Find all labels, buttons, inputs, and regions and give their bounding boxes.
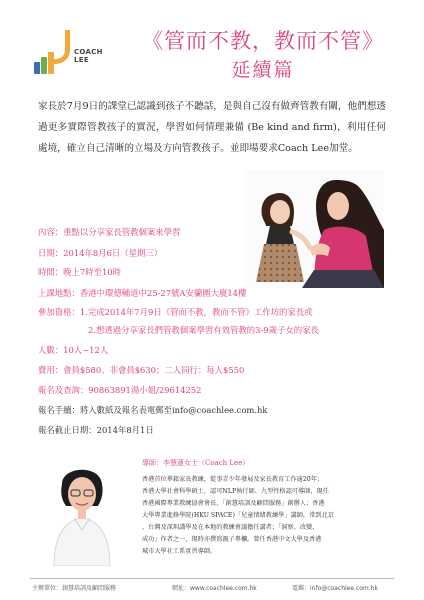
footer-website[interactable]: 網址：www.coachlee.com.hk bbox=[172, 585, 257, 592]
coach-lee-logo bbox=[34, 30, 106, 80]
bio-line: 香港大學社會科學碩士，認可NLP執行師、九型性格認可導師，現任 bbox=[142, 488, 329, 495]
bio-line: 、台灣及深圳講學及在本地的教練會議擔任講者；「洞察、改變、 bbox=[142, 524, 319, 531]
logo-text-line1: COACH bbox=[74, 48, 103, 56]
page-subtitle: 延續篇 bbox=[231, 59, 295, 81]
logo-j-icon bbox=[48, 30, 70, 64]
bio-line: 香港首位華籍家長教練，從事青少年發展及家長教育工作逾20年； bbox=[142, 476, 324, 483]
detail-content: 內容：重點以分享家長管教個案來學習 bbox=[38, 227, 181, 237]
bio-line: 大學專業進修學院(HKU SPACE)「兒童情緒教練學」講師，常到北京 bbox=[142, 512, 334, 519]
logo-text-line2: LEE bbox=[74, 56, 89, 64]
intro-paragraph: 家長於7月9日的課堂已認識到孩子不聽話，是與自己沒有做齊管教有關，他們想透過更多實際管教孩子的實況，學習如何情理兼備 (Be kind and firm)，利用任何處境，確立自己清晰的立場及方向管教孩子。並即場要求Coach Lee加堂。 bbox=[38, 101, 386, 154]
footer-organizer: 主辦單位：創慧培訓及顧問服務 bbox=[32, 585, 117, 592]
detail-capacity: 人數：10人~12人 bbox=[38, 345, 109, 355]
mother-and-daughter-photo bbox=[244, 170, 384, 288]
detail-procedure: 報名手續：將入數紙及報名表電郵至info@coachlee.com.hk bbox=[38, 405, 268, 415]
coach-lee-portrait bbox=[44, 454, 118, 566]
bio-text bbox=[142, 474, 386, 558]
detail-enquiry: 報名及查詢：90863891湯小姐/29614252 bbox=[38, 385, 202, 395]
page-title: 《管而不教，教而不管》 bbox=[142, 29, 384, 53]
footer-divider bbox=[30, 578, 394, 579]
detail-deadline: 報名截止日期：2014年8月1日 bbox=[38, 425, 154, 435]
bio-line: 成功」作者之一，現時亦撰寫親子專欄。曾任香港中文大學及香港 bbox=[142, 536, 322, 543]
detail-venue: 上課地點：香港中環德輔道中25-27號A安蘭圍大廈14樓 bbox=[38, 288, 247, 298]
bio-heading: 導師：李慧蓮女士（Coach Lee） bbox=[142, 459, 250, 467]
detail-eligibility-2: 2.想透過分享家長們管教個案學習有效管教的3-9歲子女的家長 bbox=[88, 325, 319, 335]
detail-eligibility-1: 參加資格：1.完成2014年7月9日《管而不教，教而不管》工作坊的家長或 bbox=[38, 307, 313, 317]
detail-fee: 費用：會員$580、非會員$630；二人同行：每人$550 bbox=[38, 365, 245, 375]
detail-time: 時間：晚上7時至10時 bbox=[38, 267, 121, 277]
bio-line: 城市大學社工系實習導師。 bbox=[142, 548, 217, 555]
detail-date: 日期：2014年8月6日（星期三） bbox=[38, 248, 163, 258]
footer-email[interactable]: 電郵：info@coachlee.com.hk bbox=[292, 585, 378, 592]
bio-line: 香港國際專業教練協會會長、「創慧培訓及顧問服務」創辦人；香港 bbox=[142, 500, 325, 507]
